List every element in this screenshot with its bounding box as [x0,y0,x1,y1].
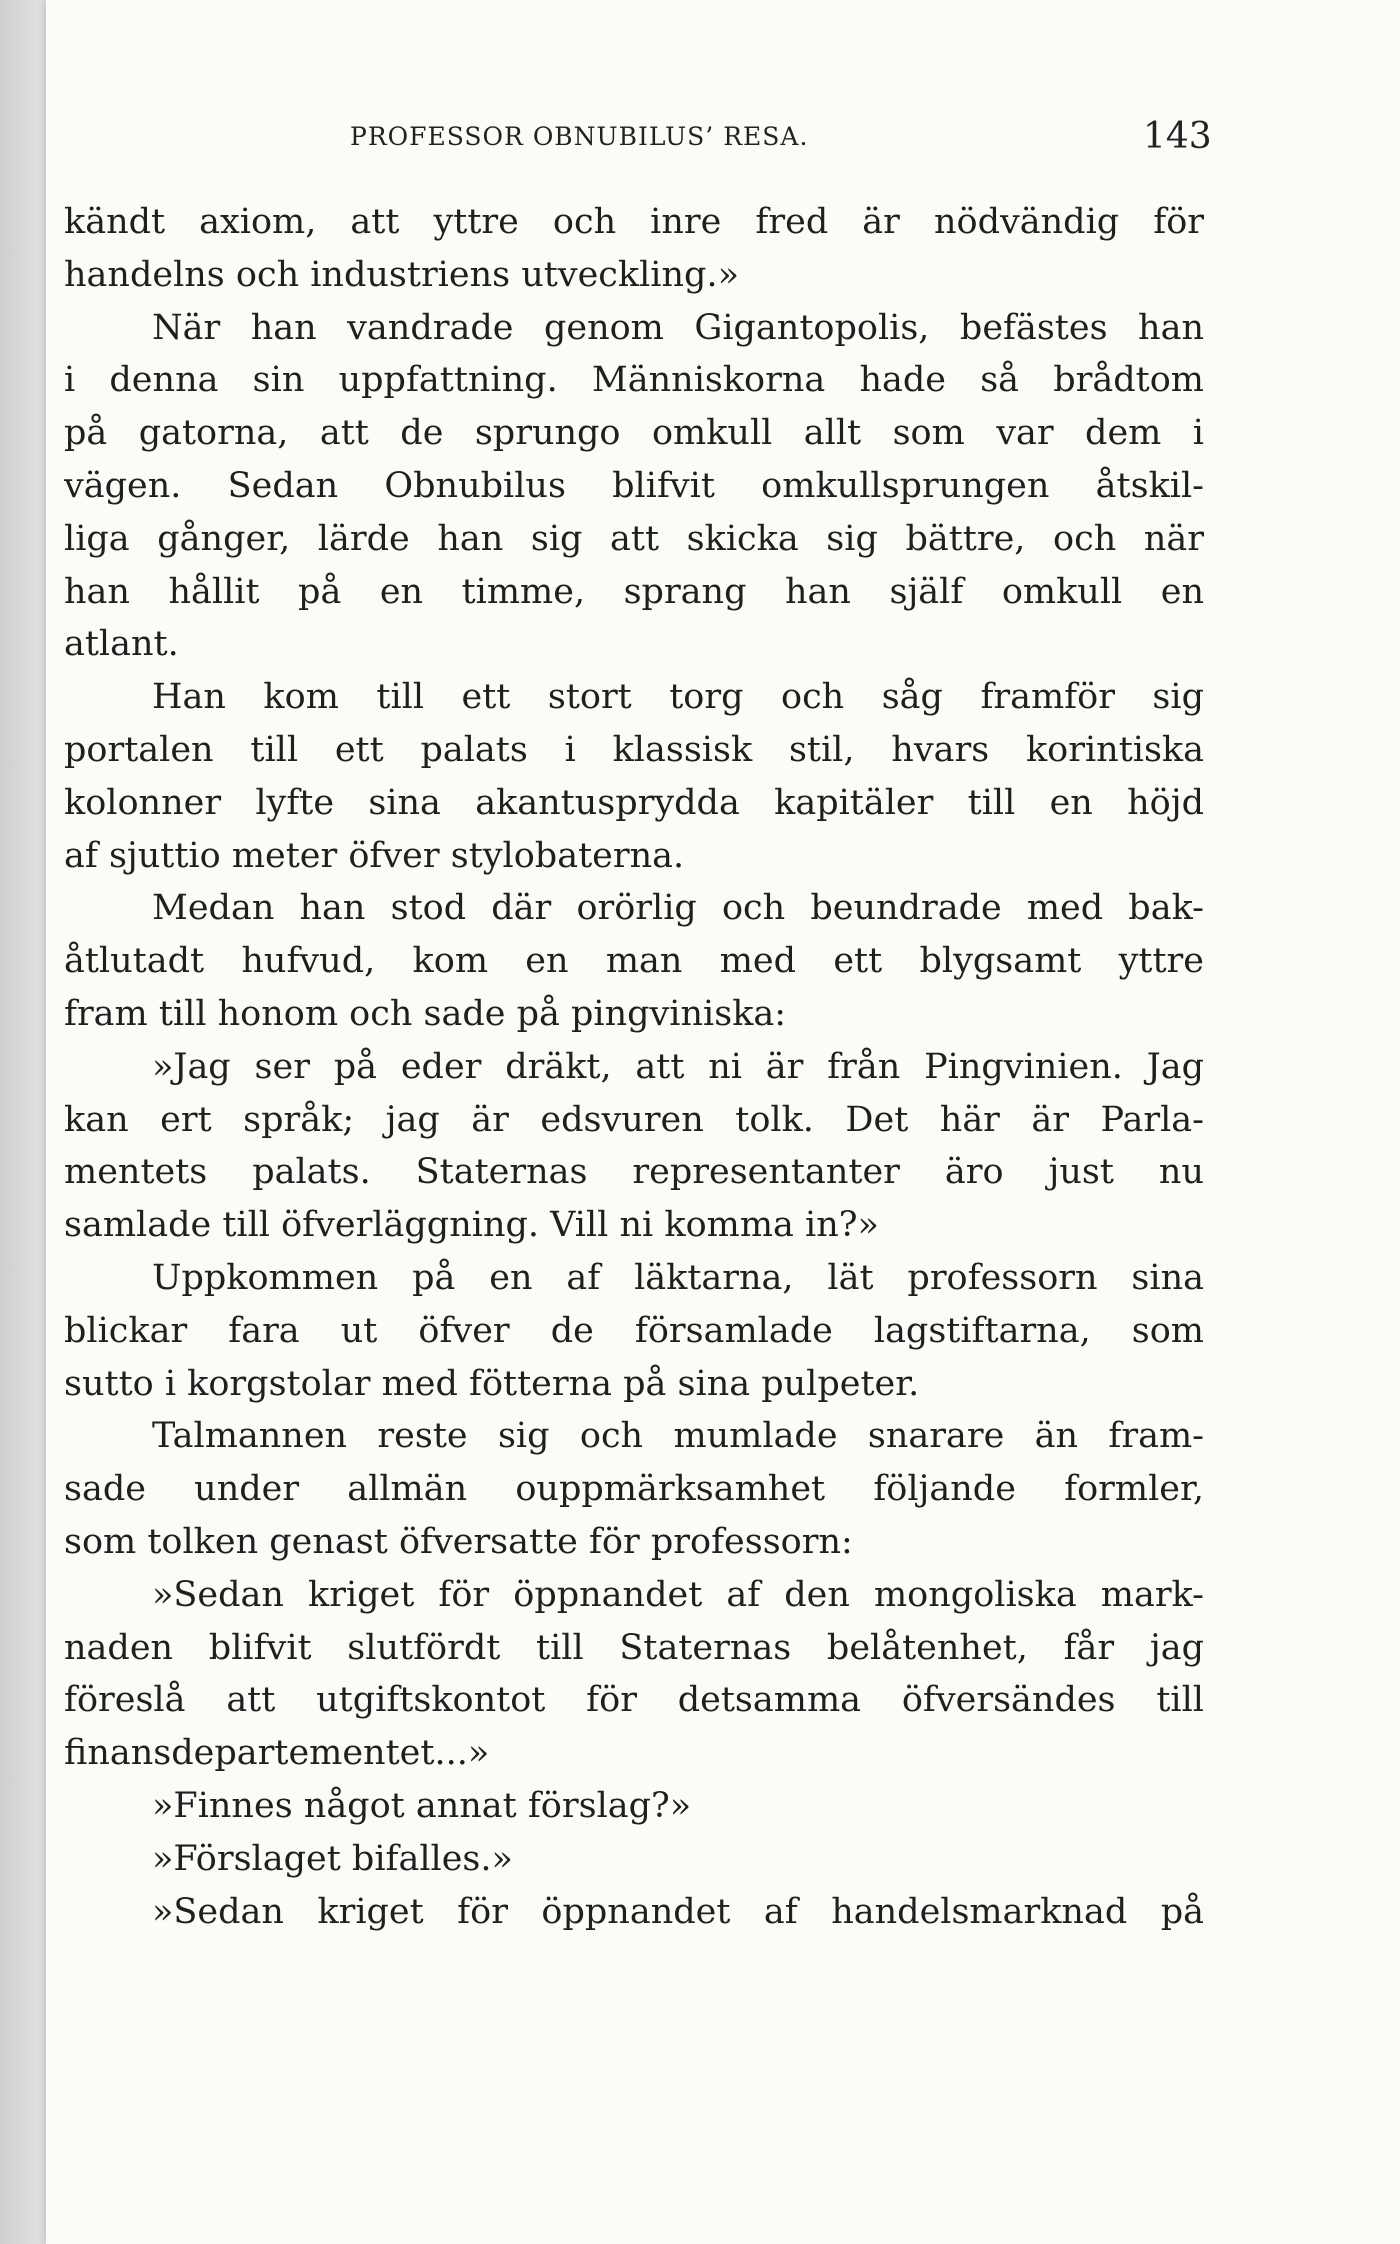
text-line: liga gånger, lärde han sig att skicka sig bättre, och när [64,518,1204,559]
text-line: samlade till öfverläggning. Vill ni komma in?» [64,1205,879,1246]
text-line: föreslå att utgiftskontot för detsamma öfversändes till [64,1680,1204,1721]
text-line: Han kom till ett stort torg och såg framför sig [152,677,1204,718]
text-line: åtlutadt hufvud, kom en man med ett blygsamt yttre [64,941,1204,982]
text-line: af sjuttio meter öfver stylobaterna. [64,835,685,876]
text-line: portalen till ett palats i klassisk stil, hvars korintiska [64,729,1204,770]
running-header [0,112,1400,162]
page-number: 143 [1143,116,1212,157]
text-line: Medan han stod där orörlig och beundrade med bak- [152,888,1204,929]
text-line: han hållit på en timme, sprang han själf omkull en [64,571,1204,612]
text-line: »Förslaget bifalles.» [152,1838,513,1879]
text-line: fram till honom och sade på pingviniska: [64,993,787,1034]
text-line: »Jag ser på eder dräkt, att ni är från Pingvinien. Jag [152,1046,1204,1087]
text-line: sutto i korgstolar med fötterna på sina pulpeter. [64,1363,920,1404]
text-line: i denna sin uppfattning. Människorna hade så brådtom [64,360,1204,401]
text-line: »Sedan kriget för öppnandet af den mongoliska mark- [152,1574,1204,1615]
text-line: Talmannen reste sig och mumlade snarare än fram- [152,1416,1204,1457]
text-line: kändt axiom, att yttre och inre fred är nödvändig för [64,202,1204,242]
text-line: naden blifvit slutfördt till Staternas belåtenhet, får jag [64,1627,1204,1668]
text-line: »Finnes något annat förslag?» [152,1785,692,1826]
text-line: på gatorna, att de sprungo omkull allt som var dem i [64,413,1204,454]
text-line: kan ert språk; jag är edsvuren tolk. Det här är Parla- [64,1099,1204,1140]
text-line: handelns och industriens utveckling.» [64,254,739,295]
text-line: finansdepartementet...» [64,1733,490,1774]
body-text [64,196,1204,1938]
running-title: PROFESSOR OBNUBILUS’ RESA. [350,122,809,151]
text-line: Uppkommen på en af läktarna, lät professorn sina [152,1257,1204,1298]
text-line: som tolken genast öfversatte för professorn: [64,1521,853,1562]
text-line: mentets palats. Staternas representanter äro just nu [64,1152,1204,1193]
text-line: kolonner lyfte sina akantusprydda kapitäler till en höjd [64,782,1204,823]
text-line: vägen. Sedan Obnubilus blifvit omkullsprungen åtskil- [64,465,1204,506]
text-line: atlant. [64,624,179,665]
text-line: sade under allmän ouppmärksamhet följande formler, [64,1469,1204,1510]
text-line: När han vandrade genom Gigantopolis, befästes han [152,307,1204,348]
text-line: blickar fara ut öfver de församlade lagstiftarna, som [64,1310,1204,1351]
binding-edge [0,0,46,2244]
text-line: »Sedan kriget för öppnandet af handelsmarknad på [152,1891,1204,1932]
